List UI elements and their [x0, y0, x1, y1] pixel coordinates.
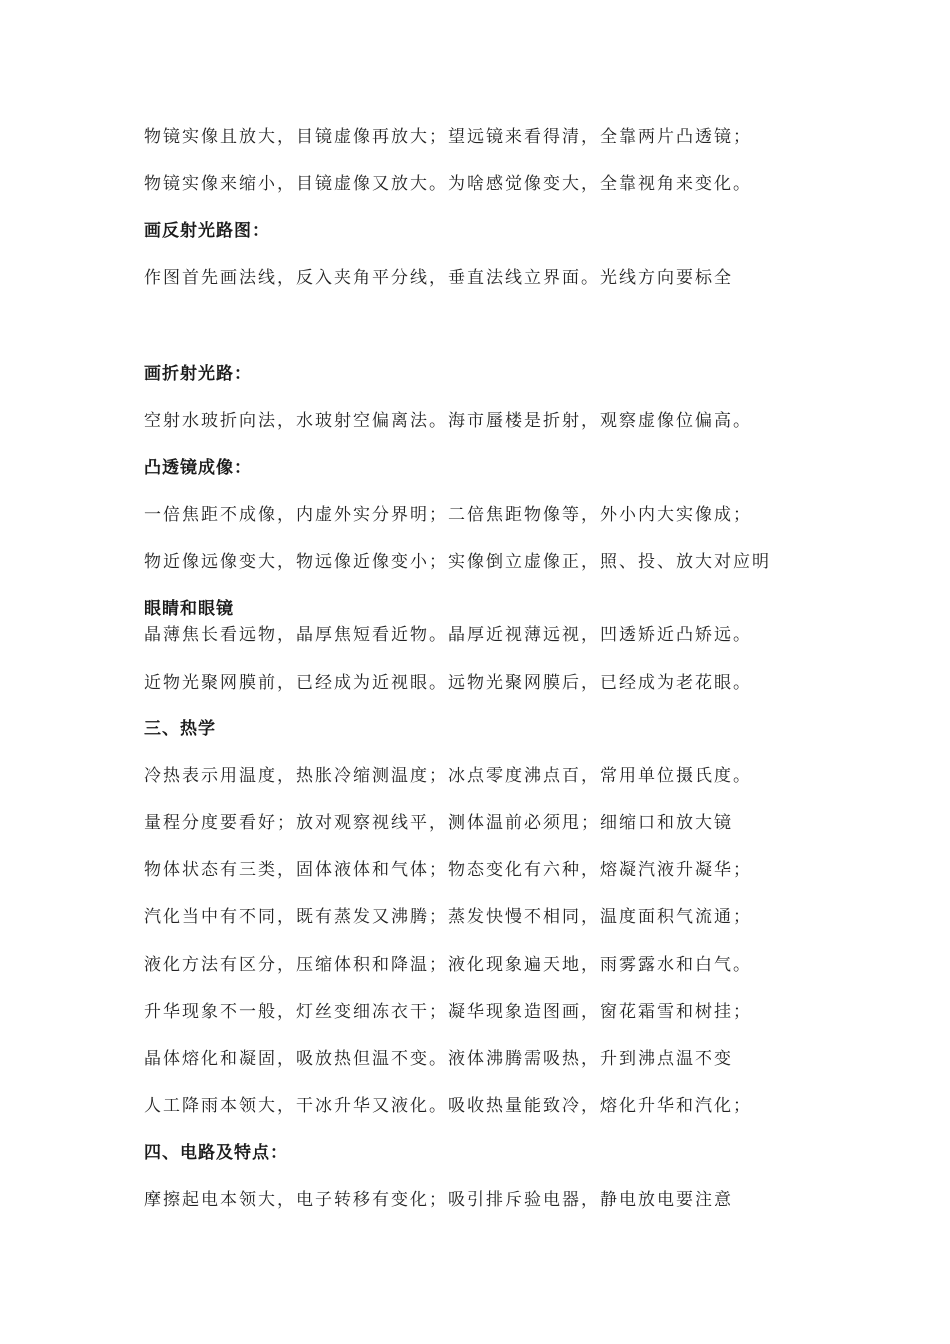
text-line: 物体状态有三类，固体液体和气体；物态变化有六种，熔凝汽液升凝华；	[144, 860, 752, 880]
text-line: 摩擦起电本领大，电子转移有变化；吸引排斥验电器，静电放电要注意	[144, 1190, 733, 1210]
text-line: 物近像远像变大，物远像近像变小；实像倒立虚像正，照、投、放大对应明	[144, 552, 771, 572]
section-heading: 凸透镜成像：	[144, 458, 252, 478]
text-line: 汽化当中有不同，既有蒸发又沸腾；蒸发快慢不相同，温度面积气流通；	[144, 907, 752, 927]
text-line: 空射水玻折向法，水玻射空偏离法。海市蜃楼是折射，观察虚像位偏高。	[144, 411, 752, 431]
section-heading: 四、电路及特点：	[144, 1143, 288, 1163]
text-line: 物镜实像且放大，目镜虚像再放大；望远镜来看得清，全靠两片凸透镜；	[144, 127, 752, 147]
text-line: 晶体熔化和凝固，吸放热但温不变。液体沸腾需吸热，升到沸点温不变	[144, 1049, 733, 1069]
text-line: 量程分度要看好；放对观察视线平，测体温前必须甩；细缩口和放大镜	[144, 813, 733, 833]
section-heading: 画折射光路：	[144, 364, 252, 384]
section-heading: 眼睛和眼镜	[144, 599, 234, 619]
text-line: 物镜实像来缩小，目镜虚像又放大。为啥感觉像变大，全靠视角来变化。	[144, 174, 752, 194]
text-line: 升华现象不一般，灯丝变细冻衣干；凝华现象造图画，窗花霜雪和树挂；	[144, 1002, 752, 1022]
text-line: 晶薄焦长看远物，晶厚焦短看近物。晶厚近视薄远视，凹透矫近凸矫远。	[144, 625, 752, 645]
section-heading: 画反射光路图：	[144, 221, 270, 241]
text-line: 液化方法有区分，压缩体积和降温；液化现象遍天地，雨雾露水和白气。	[144, 955, 752, 975]
text-line: 一倍焦距不成像，内虚外实分界明；二倍焦距物像等，外小内大实像成；	[144, 505, 752, 525]
text-line: 近物光聚网膜前，已经成为近视眼。远物光聚网膜后，已经成为老花眼。	[144, 673, 752, 693]
text-line: 作图首先画法线，反入夹角平分线，垂直法线立界面。光线方向要标全	[144, 268, 733, 288]
text-line: 冷热表示用温度，热胀冷缩测温度；冰点零度沸点百，常用单位摄氏度。	[144, 766, 752, 786]
section-heading: 三、热学	[144, 719, 216, 739]
text-line: 人工降雨本领大，干冰升华又液化。吸收热量能致冷，熔化升华和汽化；	[144, 1096, 752, 1116]
